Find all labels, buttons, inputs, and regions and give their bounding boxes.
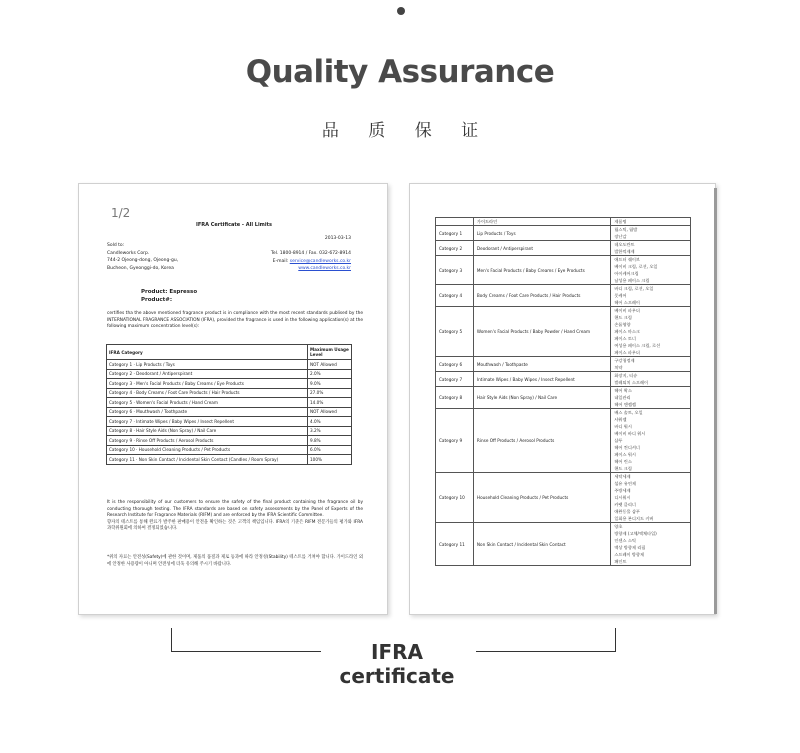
description-cell: Body Creams / Foot Care Products / Hair Products: [473, 285, 610, 307]
table-header-row: [436, 218, 691, 226]
korean-product-line: 발한억제제: [614, 249, 635, 254]
row-category: Category 11 · Non Skin Contact / Incidental Skin Contact (Candles / Room Spray): [107, 455, 308, 465]
row-level: 9.8%: [308, 436, 352, 446]
table-row: [436, 226, 691, 241]
korean-product-line: 양초: [614, 524, 623, 529]
korean-product-line: 헤어 컨디셔너: [614, 445, 640, 450]
korean-products-cell: [611, 226, 691, 241]
category-cell: Category 4: [436, 285, 474, 307]
korean-product-line: 스프레이 방향제: [614, 552, 645, 557]
sold-to-line: Sold to:: [107, 243, 125, 248]
korean-product-line: 립스틱, 립밤: [614, 227, 638, 232]
row-level: 9.0%: [308, 379, 352, 389]
korean-product-line: 페이스 워시: [614, 452, 636, 457]
sold-to-block: [107, 242, 178, 272]
row-category: Category 7 · Intimate Wipes / Baby Wipes / Insect Repellent: [107, 417, 308, 427]
product-name: Product: Espresso: [141, 289, 198, 295]
category-cell: Category 5: [436, 307, 474, 357]
email-link[interactable]: service@candleworks.co.kr: [289, 258, 351, 264]
korean-product-line: 세탁세제: [614, 474, 631, 479]
korean-product-line: 헤어 스프레이: [614, 300, 640, 305]
table-row: [436, 241, 691, 256]
page-subtitle: 品 质 保 证: [321, 121, 491, 141]
certificate-title: IFRA Certificate - All Limits: [196, 222, 272, 228]
korean-product-line: 인센스 스틱: [614, 538, 636, 543]
stability-note: *위의 자료는 안전성(Safety)에 관한 것이며, 제품의 품질과 제로 등과에 따라 안정성(Stability) 테스트를 거쳐야 합니다. 가이드라인 외에 안정한 사용량이 아니며 안전성에 더욱 유의해 주시기 바랍니다.: [107, 555, 363, 567]
korean-product-line: 손톱영양: [614, 322, 631, 327]
korean-product-line: 핸드 크림: [614, 466, 632, 471]
table-row: [107, 398, 352, 408]
korean-product-line: 섬유 유연제: [614, 481, 636, 486]
responsibility-ko: 향자의 테스트를 통해 완료가 발주한 판매용이 안전을 확인하는 것은 고객의 책임입니다. IFRA의 기준은 RIFM 전문가들의 평가와 IFRA 과학위원회에 의하여 결정되었습니다.: [107, 519, 363, 531]
korean-product-line: 헤어 왁스: [614, 388, 632, 393]
row-level: 27.0%: [308, 388, 352, 398]
description-cell: Lip Products / Toys: [473, 226, 610, 241]
category-cell: Category 9: [436, 409, 474, 473]
korean-product-line: 헤어 린스: [614, 459, 632, 464]
ifra-limits-table: [106, 344, 352, 465]
table-row: [436, 523, 691, 566]
ifra-certificate-page-1: [78, 183, 388, 615]
korean-product-line: 패인트: [614, 559, 627, 564]
page-stack-edge: [714, 188, 717, 614]
korean-product-line: 벌레퇴치 스프레이: [614, 380, 649, 385]
korean-products-cell: [611, 285, 691, 307]
korean-product-line: 헤어 앤젤젤: [614, 402, 636, 407]
korean-product-line: 베이비 바디 워시: [614, 431, 646, 436]
sold-to-line: 744-2 Ojeong-dong, Ojeong-gu,: [107, 258, 179, 263]
category-cell: Category 10: [436, 473, 474, 523]
description-cell: Rinse Off Products / Aerosol Products: [473, 409, 610, 473]
bracket-line: [476, 651, 616, 652]
korean-product-line: 구강청정제: [614, 358, 635, 363]
row-level: 2.0%: [308, 369, 352, 379]
korean-product-line: 남성용 페이스 크림: [614, 278, 650, 283]
korean-product-line: 샤워젤: [614, 417, 627, 422]
category-cell: Category 6: [436, 357, 474, 372]
row-category: Category 6 · Mouthwash / Toothpaste: [107, 407, 308, 417]
row-level: 14.0%: [308, 398, 352, 408]
korean-products-cell: [611, 523, 691, 566]
contact-block: [271, 250, 351, 273]
table-row: [436, 409, 691, 473]
tel-fax: Tel. 1800-8914 / Fax. 032-672-8914: [270, 251, 351, 256]
row-category: Category 3 · Men's Facial Products / Baby Creams / Eye Products: [107, 379, 308, 389]
korean-product-line: 네일관리: [614, 395, 631, 400]
row-level: 4.0%: [308, 417, 352, 427]
korean-product-line: 아이케어크림: [614, 271, 639, 276]
korean-product-line: 바디 크림, 로션, 오일: [614, 286, 654, 291]
header-guideline: 가이드라인: [473, 218, 610, 226]
table-row: [107, 360, 352, 370]
category-cell: Category 2: [436, 241, 474, 256]
row-level: 100%: [308, 455, 352, 465]
korean-product-line: 풋케어: [614, 293, 627, 298]
table-row: [436, 357, 691, 372]
row-category: Category 1 · Lip Products / Toys: [107, 360, 308, 370]
certificate-caption: IFRA certificate: [339, 640, 455, 688]
row-category: Category 8 · Hair Style Aids (Non Spray) / Nail Care: [107, 426, 308, 436]
korean-product-line: 베이비 파우더: [614, 308, 640, 313]
korean-product-line: 화장지, 티슈: [614, 373, 638, 378]
header-category: IFRA Category: [107, 345, 308, 360]
description-cell: Mouthwash / Toothpaste: [473, 357, 610, 372]
korean-product-line: 핸드 크림: [614, 315, 632, 320]
korean-product-line: 디시워시: [614, 495, 631, 500]
korean-products-cell: [611, 473, 691, 523]
korean-product-line: 페이스 토너: [614, 336, 636, 341]
product-block: [141, 288, 197, 304]
table-header-row: [107, 345, 352, 360]
table-row: [107, 369, 352, 379]
sold-to-line: Candleworks Corp.: [107, 250, 150, 256]
responsibility-en: It is the responsibility of our customers to ensure the safety of the final product containing the fragrance oil by conducting thorough testing. The IFRA standards are based on safety assessments by the Panel of Experts of the Research Institute for Fragrance Materials (RIFM) and are enforced by the IFRA Scientific Committee.: [107, 500, 363, 518]
description-cell: Deodorant / Antiperspirant: [473, 241, 610, 256]
table-row: [107, 388, 352, 398]
description-cell: Household Cleaning Products / Pet Products: [473, 473, 610, 523]
korean-product-line: 애프터 쉐이브: [614, 257, 640, 262]
table-row: [436, 473, 691, 523]
row-category: Category 5 · Women's Facial Products / Hand Cream: [107, 398, 308, 408]
email-label: E-mail:: [272, 258, 289, 264]
row-level: 3.2%: [308, 426, 352, 436]
korean-product-line: 배스 솔트, 오일: [614, 410, 643, 415]
row-category: Category 9 · Rinse Off Products / Aerosol Products: [107, 436, 308, 446]
korean-product-line: 장난감: [614, 234, 627, 239]
table-row: [436, 307, 691, 357]
row-level: NOT Allowed: [308, 407, 352, 417]
korean-product-line: 주방세제: [614, 488, 631, 493]
korean-product-line: 방향제 (고체/액체타입): [614, 531, 657, 536]
korean-product-line: 샴푸: [614, 438, 623, 443]
row-category: Category 10 · Household Cleaning Products / Pet Products: [107, 445, 308, 455]
category-cell: Category 7: [436, 372, 474, 387]
table-row: [107, 407, 352, 417]
korean-product-line: 여성용 페이스 크림, 로션: [614, 343, 661, 348]
ifra-certificate-page-2: [409, 183, 716, 615]
page-title: Quality Assurance: [245, 54, 555, 90]
website-link[interactable]: www.candleworks.co.kr: [298, 266, 351, 271]
korean-product-line: 카펫 클리너: [614, 502, 636, 507]
sold-to-line: Bucheon, Gyeonggi-do, Korea: [107, 265, 174, 271]
row-category: Category 2 · Deodorant / Antiperspirant: [107, 369, 308, 379]
category-cell: Category 3: [436, 256, 474, 285]
korean-products-cell: [611, 409, 691, 473]
description-cell: Hair Style Aids (Non Spray) / Nail Care: [473, 387, 610, 409]
table-row: [107, 426, 352, 436]
description-cell: Women's Facial Products / Baby Powder / Hand Cream: [473, 307, 610, 357]
korean-products-cell: [611, 357, 691, 372]
korean-product-line: 액상 방향제 리필: [614, 545, 646, 550]
category-cell: Category 8: [436, 387, 474, 409]
table-row: [436, 372, 691, 387]
korean-product-line: 애완동물 샴푸: [614, 509, 640, 514]
page-number: 1/2: [111, 206, 131, 220]
description-cell: Non Skin Contact / Incidental Skin Contact: [473, 523, 610, 566]
korean-products-cell: [611, 241, 691, 256]
row-category: Category 4 · Body Creams / Foot Care Products / Hair Products: [107, 388, 308, 398]
description-cell: Men's Facial Products / Baby Creams / Eye Products: [473, 256, 610, 285]
header-product-name: 제품명: [611, 218, 691, 226]
header-level: Maximum Usage Level: [308, 345, 352, 360]
category-guide-table: [435, 217, 691, 566]
row-level: 6.0%: [308, 445, 352, 455]
category-cell: Category 11: [436, 523, 474, 566]
table-row: [107, 445, 352, 455]
bracket-line: [171, 628, 172, 651]
korean-products-cell: [611, 372, 691, 387]
korean-products-cell: [611, 387, 691, 409]
korean-products-cell: [611, 307, 691, 357]
korean-product-line: 치약: [614, 365, 623, 370]
table-row: [436, 285, 691, 307]
category-cell: Category 1: [436, 226, 474, 241]
korean-product-line: 일회용 본디지드 키버: [614, 516, 654, 521]
korean-product-line: 데오도란트: [614, 242, 635, 247]
table-row: [107, 379, 352, 389]
korean-product-line: 페이스 파우더: [614, 350, 640, 355]
table-row: [436, 256, 691, 285]
bracket-line: [171, 651, 321, 652]
table-row: [436, 387, 691, 409]
table-row: [107, 417, 352, 427]
compliance-paragraph: certifies tha the above mentioned fragrance product is in compliance with the most recent standards publised by the INTERNATIONAL FRAGRANCE ASSOCIATION (IFRA), provided the fragrance is used in the following application(s) at the following maximum concentration level(s):: [107, 311, 363, 329]
korean-products-cell: [611, 256, 691, 285]
korean-product-line: 바디 워시: [614, 424, 632, 429]
table-row: [107, 455, 352, 465]
korean-product-line: 페이스 마스크: [614, 329, 640, 334]
description-cell: Intimate Wipes / Baby Wipes / Insect Repellent: [473, 372, 610, 387]
product-number: Product#:: [141, 297, 173, 303]
responsibility-paragraph: [107, 500, 363, 533]
bracket-line: [615, 628, 616, 651]
decorative-dot: [397, 7, 405, 15]
header-empty: [436, 218, 474, 226]
table-row: [107, 436, 352, 446]
korean-product-line: 베이비 크림, 로션, 오일: [614, 264, 658, 269]
row-level: NOT Allowed: [308, 360, 352, 370]
certificate-date: 2013-03-13: [324, 236, 351, 241]
